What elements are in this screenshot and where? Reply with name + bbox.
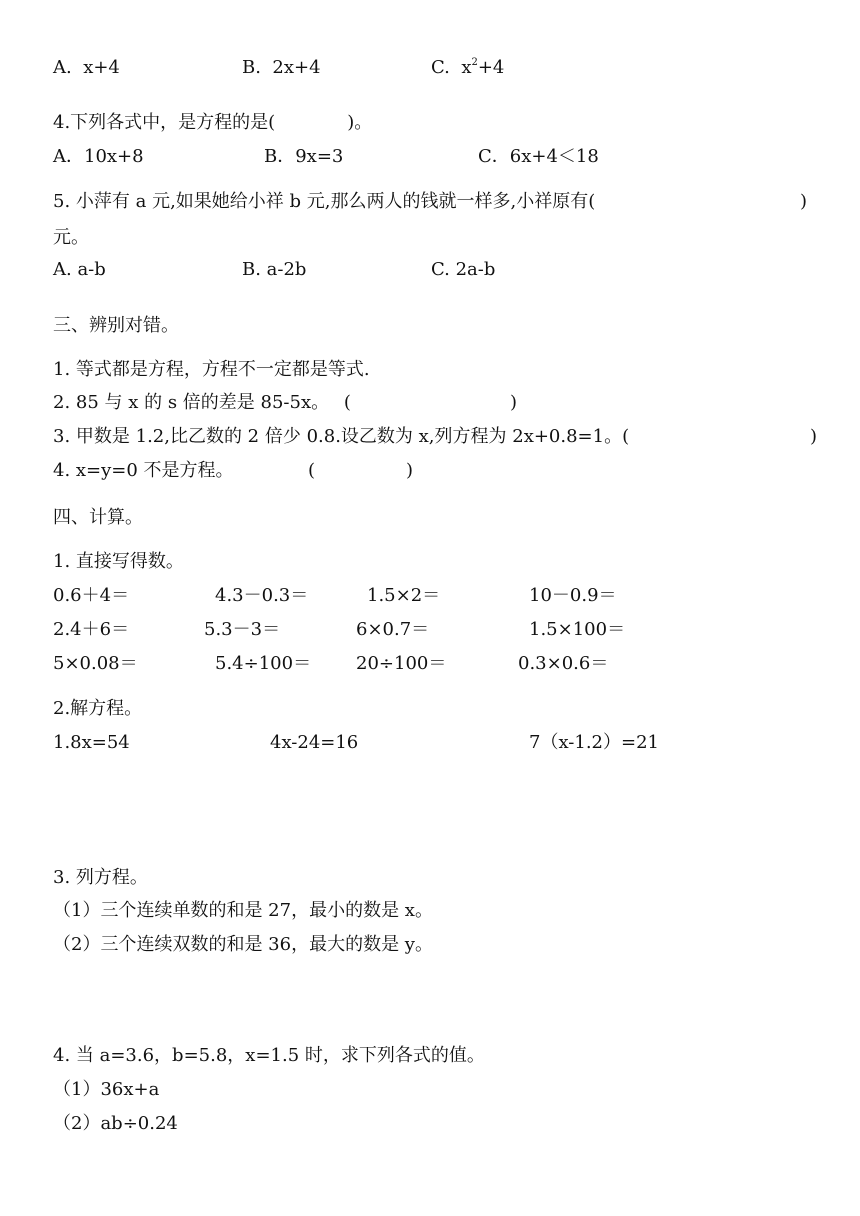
q3-option-c-base: x (461, 57, 472, 78)
q3-option-a (53, 56, 120, 80)
q3-option-b-prefix: B. (242, 57, 261, 78)
q3-option-b (242, 56, 321, 80)
q5-question-continued: 元。 (53, 227, 89, 248)
q3-option-c-rest: +4 (477, 57, 505, 78)
oral-calc-item: 20÷100＝ (356, 653, 447, 674)
judge-item-2: 2. 85 与 x 的 s 倍的差是 85-5x。 ( (53, 392, 351, 413)
q5-close-paren: ) (800, 191, 808, 212)
q5-question: 5. 小萍有 a 元,如果她给小祥 b 元,那么两人的钱就一样多,小祥原有( (53, 191, 596, 212)
section-3-title: 三、辨别对错。 (53, 315, 179, 336)
write-equation-item: （2）三个连续双数的和是 36，最大的数是 y。 (53, 934, 433, 955)
q3-option-a-text: x+4 (83, 57, 120, 78)
judge-item-3-close: ) (810, 426, 818, 447)
oral-calc-item: 4.3－0.3＝ (215, 585, 309, 606)
q3-option-c-exponent: 2 (471, 57, 478, 68)
write-equation-item: （1）三个连续单数的和是 27，最小的数是 x。 (53, 900, 433, 921)
equation-item: 4x-24=16 (270, 732, 359, 753)
equation-item: 7（x-1.2）=21 (529, 732, 659, 753)
q5-option-c: C. 2a-b (431, 259, 496, 280)
oral-calc-item: 0.6＋4＝ (53, 585, 130, 606)
q5-option-a: A. a-b (53, 259, 106, 280)
oral-calc-item: 1.5×2＝ (367, 585, 441, 606)
q4-option-a: A．10x+8 (53, 146, 144, 167)
oral-calc-item: 6×0.7＝ (356, 619, 430, 640)
evaluate-item: （1）36x+a (53, 1079, 160, 1100)
q4-option-c: C．6x+4＜18 (478, 146, 599, 167)
oral-calc-item: 2.4＋6＝ (53, 619, 130, 640)
q3-option-c-prefix: C. (431, 57, 450, 78)
q3-option-c (431, 56, 504, 80)
oral-calc-item: 10－0.9＝ (529, 585, 617, 606)
equation-item: 1.8x=54 (53, 732, 130, 753)
judge-item-4-open: ( (308, 460, 316, 481)
oral-calc-item: 0.3×0.6＝ (518, 653, 609, 674)
q3-option-b-text: 2x+4 (272, 57, 321, 78)
q4-option-b: B．9x=3 (264, 146, 344, 167)
judge-item-4: 4. x=y=0 不是方程。 (53, 460, 234, 481)
q5-option-b: B. a-2b (242, 259, 307, 280)
oral-calc-title: 1. 直接写得数。 (53, 551, 184, 572)
oral-calc-item: 1.5×100＝ (529, 619, 626, 640)
evaluate-item: （2）ab÷0.24 (53, 1113, 178, 1134)
judge-item-2-close: ) (510, 392, 518, 413)
write-equations-title: 3. 列方程。 (53, 867, 148, 888)
section-4-title: 四、计算。 (53, 507, 143, 528)
evaluate-title: 4. 当 a=3.6，b=5.8，x=1.5 时，求下列各式的值。 (53, 1045, 485, 1066)
q4-question: 4.下列各式中，是方程的是( )。 (53, 112, 373, 133)
judge-item-1: 1. 等式都是方程，方程不一定都是等式. (53, 359, 370, 380)
oral-calc-item: 5.3－3＝ (204, 619, 281, 640)
judge-item-4-close: ) (406, 460, 414, 481)
solve-equations-title: 2.解方程。 (53, 698, 143, 719)
judge-item-3: 3. 甲数是 1.2,比乙数的 2 倍少 0.8.设乙数为 x,列方程为 2x+0.8=1。( (53, 426, 630, 447)
oral-calc-item: 5.4÷100＝ (215, 653, 312, 674)
oral-calc-item: 5×0.08＝ (53, 653, 138, 674)
q3-option-a-prefix: A. (53, 57, 72, 78)
